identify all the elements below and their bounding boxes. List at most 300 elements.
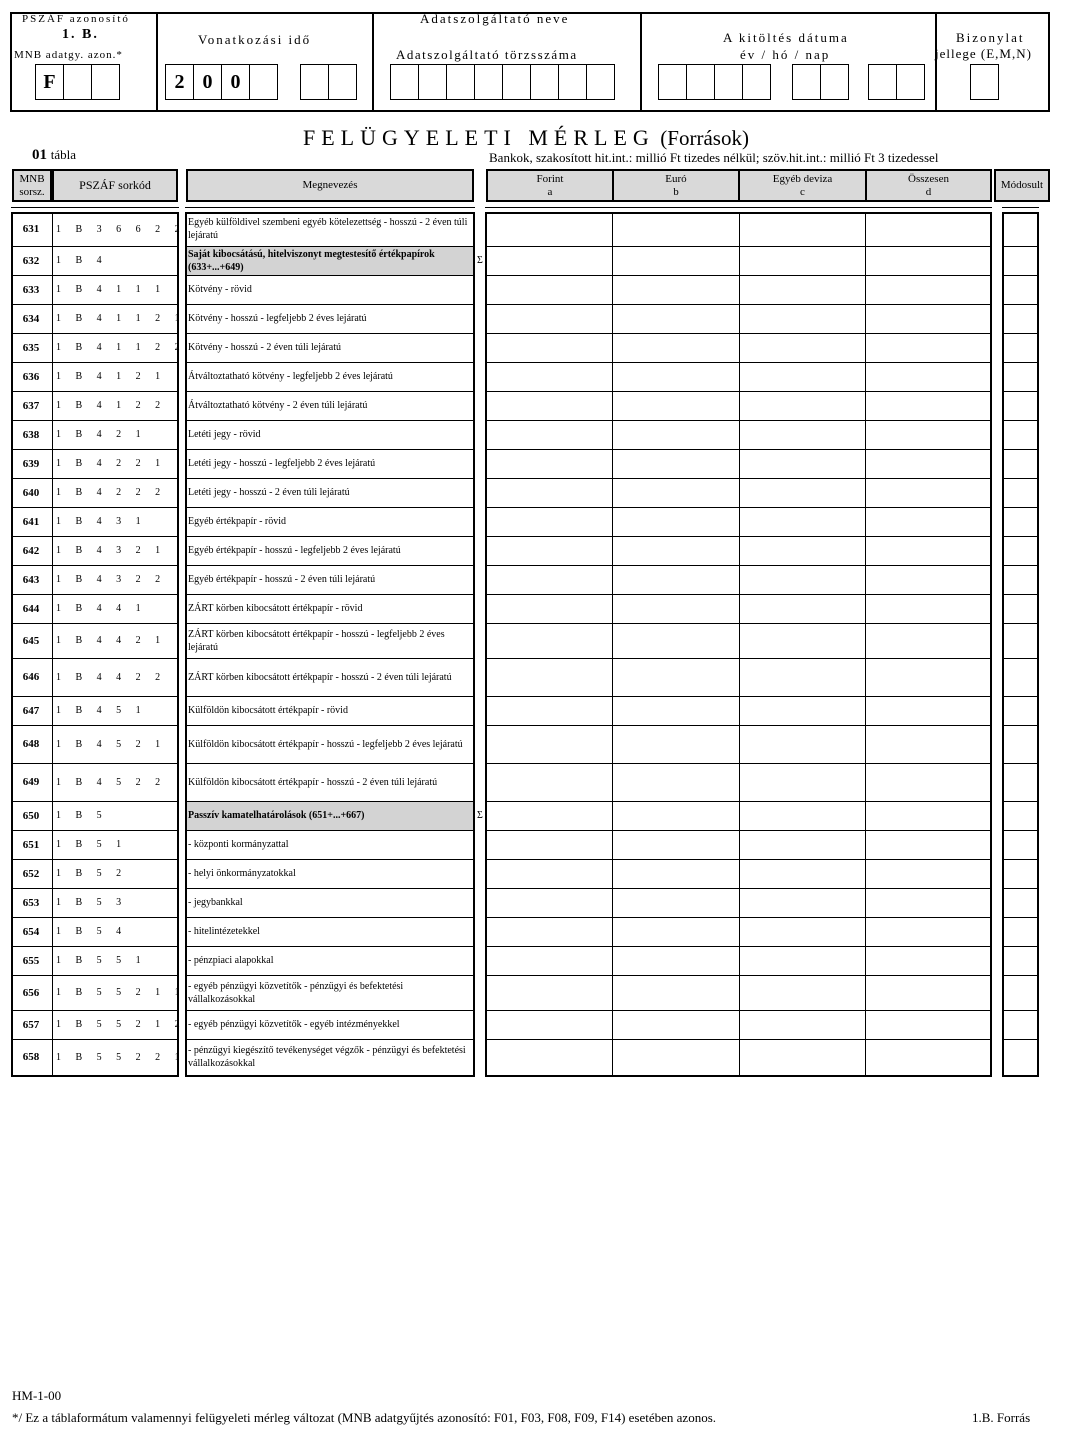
month-digit[interactable] (300, 64, 329, 100)
euro-cell[interactable] (614, 764, 738, 800)
forint-cell[interactable] (488, 363, 612, 390)
row-label: Egyéb értékpapír - hosszú - 2 éven túli lejáratú (188, 574, 376, 585)
row-label: - hitelintézetekkel (188, 926, 260, 937)
page-title (303, 125, 749, 151)
row-code: 1 B 4 3 2 1 (56, 545, 167, 556)
euro-cell[interactable] (614, 247, 738, 274)
date-digit[interactable] (868, 64, 897, 100)
row-number: 634 (22, 312, 40, 325)
modosult-cell[interactable] (1004, 659, 1036, 695)
egyeb-deviza-cell[interactable] (741, 213, 864, 245)
row-number: 652 (22, 867, 40, 880)
row-label: Egyéb külföldivel szembeni egyéb kötelezettség - hosszú - 2 éven túli lejáratú (188, 217, 468, 241)
row-number: 635 (22, 341, 40, 354)
osszesen-cell[interactable] (867, 213, 989, 245)
unit-note: Bankok, szakosított hit.int.: millió Ft tizedes nélkül; szöv.hit.int.: millió Ft 3 tizedessel (489, 150, 939, 165)
torzsszam-digit[interactable] (586, 64, 615, 100)
row-code: 1 B 4 2 1 (56, 429, 147, 440)
date-digit[interactable] (686, 64, 715, 100)
row-number: 632 (22, 254, 40, 267)
egyeb-deviza-cell[interactable] (741, 421, 864, 448)
egyeb-deviza-cell[interactable] (741, 334, 864, 361)
osszesen-cell[interactable] (867, 860, 989, 887)
modosult-cell[interactable] (1004, 392, 1036, 419)
year-digit: 2 (165, 64, 194, 100)
egyeb-deviza-cell[interactable] (741, 889, 864, 916)
row-label: Átváltoztatható kötvény - 2 éven túli lejáratú (188, 400, 368, 411)
table-grid-hline (1002, 1075, 1039, 1077)
row-number: 631 (22, 223, 40, 235)
year-digit: 0 (221, 64, 250, 100)
row-code: 1 B 5 4 (56, 926, 128, 937)
osszesen-cell[interactable] (867, 624, 989, 657)
row-label: Letéti jegy - rövid (188, 429, 261, 440)
euro-cell[interactable] (614, 1040, 738, 1074)
table-grid-hline (1002, 207, 1039, 208)
table-grid-hline (11, 207, 179, 208)
modosult-cell[interactable] (1004, 802, 1036, 829)
osszesen-cell[interactable] (867, 247, 989, 274)
osszesen-cell[interactable] (867, 595, 989, 622)
euro-cell[interactable] (614, 947, 738, 974)
modosult-cell[interactable] (1004, 421, 1036, 448)
year-cells[interactable] (165, 64, 277, 100)
title-sub: (Források) (660, 126, 749, 150)
row-code: 1 B 4 2 2 1 (56, 458, 167, 469)
col-euro-letter: b (673, 185, 679, 198)
vonatkozasi-label: Vonatkozási idő (198, 32, 312, 47)
row-label: - jegybankkal (188, 897, 243, 908)
osszesen-cell[interactable] (867, 1011, 989, 1038)
forint-cell[interactable] (488, 334, 612, 361)
table-num: 01 (32, 147, 47, 163)
row-code: 1 B 4 5 2 2 (56, 776, 167, 788)
torzsszam-digit[interactable] (446, 64, 475, 100)
row-code: 1 B 4 5 2 1 (56, 738, 167, 750)
row-label: Kötvény - hosszú - legfeljebb 2 éves lejáratú (188, 313, 367, 324)
footer-right: 1.B. Forrás (972, 1410, 1031, 1425)
row-label: Letéti jegy - hosszú - legfeljebb 2 éves lejáratú (188, 458, 376, 469)
row-number: 649 (22, 776, 40, 788)
kitoltes-label: A kitöltés dátuma (723, 30, 849, 45)
egyeb-deviza-cell[interactable] (741, 918, 864, 945)
torzsszam-digit[interactable] (502, 64, 531, 100)
col-megnevezes (186, 169, 474, 202)
euro-cell[interactable] (614, 659, 738, 695)
row-code: 1 B 4 2 2 2 (56, 487, 167, 498)
row-number: 650 (22, 809, 40, 822)
row-number: 648 (22, 738, 40, 750)
table-grid-hline (485, 207, 992, 208)
modosult-cell[interactable] (1004, 624, 1036, 657)
osszesen-cell[interactable] (867, 334, 989, 361)
row-label: - központi kormányzattal (188, 839, 289, 850)
year-digit: 0 (193, 64, 222, 100)
col-osszesen-letter: d (925, 185, 932, 198)
forint-cell[interactable] (488, 305, 612, 332)
table-grid-hline (185, 207, 475, 208)
mnb-id-cell[interactable] (63, 64, 92, 100)
date-digit[interactable] (742, 64, 771, 100)
modosult-cell[interactable] (1004, 976, 1036, 1009)
egyeb-deviza-cell[interactable] (741, 392, 864, 419)
euro-cell[interactable] (614, 831, 738, 858)
torzsszam-digit[interactable] (418, 64, 447, 100)
modosult-cell[interactable] (1004, 247, 1036, 274)
row-number: 640 (22, 486, 40, 499)
row-number: 647 (22, 704, 40, 717)
forint-cell[interactable] (488, 479, 612, 506)
egyeb-deviza-cell[interactable] (741, 764, 864, 800)
row-label: - egyéb pénzügyi közvetítők - egyéb intézményekkel (188, 1019, 400, 1030)
modosult-cell[interactable] (1004, 479, 1036, 506)
modosult-cell[interactable] (1004, 595, 1036, 622)
euro-cell[interactable] (614, 1011, 738, 1038)
row-label: Kötvény - hosszú - 2 éven túli lejáratú (188, 342, 342, 353)
forint-cell[interactable] (488, 860, 612, 887)
row-number: 657 (22, 1018, 40, 1031)
row-label: - pénzügyi kiegészítő tevékenységet végzők - pénzügyi és befektetési vállalkozásokkal (188, 1045, 466, 1069)
osszesen-cell[interactable] (867, 1040, 989, 1074)
euro-cell[interactable] (614, 697, 738, 724)
row-code: 1 B 5 5 2 1 1 (56, 987, 186, 998)
forint-cell[interactable] (488, 508, 612, 535)
row-label: Egyéb értékpapír - hosszú - legfeljebb 2 éves lejáratú (188, 545, 401, 556)
euro-cell[interactable] (614, 537, 738, 564)
adatszolg-name-label: Adatszolgáltató neve (420, 11, 570, 26)
euro-cell[interactable] (614, 566, 738, 593)
row-label: Külföldön kibocsátott értékpapír - hosszú - legfeljebb 2 éves lejáratú (188, 738, 463, 750)
col-euro (612, 169, 740, 202)
egyeb-deviza-cell[interactable] (741, 537, 864, 564)
modosult-cell[interactable] (1004, 1011, 1036, 1038)
row-number: 639 (22, 457, 40, 470)
euro-cell[interactable] (614, 363, 738, 390)
forint-cell[interactable] (488, 918, 612, 945)
forint-cell[interactable] (488, 624, 612, 657)
egyeb-deviza-cell[interactable] (741, 831, 864, 858)
row-number: 637 (22, 399, 40, 412)
row-code: 1 B 4 1 2 1 (56, 371, 167, 382)
forint-cell[interactable] (488, 213, 612, 245)
modosult-cell[interactable] (1004, 363, 1036, 390)
date-digit[interactable] (820, 64, 849, 100)
row-label: Egyéb értékpapír - rövid (188, 516, 287, 527)
col-egyeb-label: Egyéb deviza (772, 172, 833, 185)
mnb-label: MNB adatgy. azon.* (14, 49, 123, 61)
forint-cell[interactable] (488, 392, 612, 419)
osszesen-cell[interactable] (867, 764, 989, 800)
row-code: 1 B 5 5 2 1 2 (56, 1019, 186, 1030)
row-number: 643 (22, 573, 40, 586)
forint-cell[interactable] (488, 276, 612, 303)
torzsszam-digit[interactable] (390, 64, 419, 100)
row-code: 1 B 4 3 1 (56, 516, 147, 527)
kitoltes-sub: év / hó / nap (740, 47, 831, 62)
col-mnb-line1: MNB (19, 172, 45, 185)
euro-cell[interactable] (614, 624, 738, 657)
forint-cell[interactable] (488, 947, 612, 974)
egyeb-deviza-cell[interactable] (741, 508, 864, 535)
form-id: 1. B. (62, 27, 99, 42)
mnb-id-cell[interactable] (91, 64, 120, 100)
row-code: 1 B 5 1 (56, 839, 128, 850)
row-number: 655 (22, 954, 40, 967)
header-divider (372, 12, 374, 112)
table-grid-hline (185, 1075, 475, 1077)
forint-cell[interactable] (488, 889, 612, 916)
euro-cell[interactable] (614, 305, 738, 332)
egyeb-deviza-cell[interactable] (741, 1011, 864, 1038)
month-cells[interactable] (300, 64, 356, 100)
osszesen-cell[interactable] (867, 566, 989, 593)
row-number: 642 (22, 544, 40, 557)
forint-cell[interactable] (488, 1011, 612, 1038)
modosult-cell[interactable] (1004, 918, 1036, 945)
modosult-cell[interactable] (1004, 305, 1036, 332)
osszesen-cell[interactable] (867, 918, 989, 945)
row-code: 1 B 4 (56, 255, 108, 266)
modosult-cell[interactable] (1004, 889, 1036, 916)
row-label: Átváltoztatható kötvény - legfeljebb 2 éves lejáratú (188, 371, 393, 382)
euro-cell[interactable] (614, 479, 738, 506)
row-code: 1 B 4 5 1 (56, 705, 147, 716)
modosult-cell[interactable] (1004, 764, 1036, 800)
col-euro-label: Euró (665, 172, 687, 185)
row-label: ZÁRT körben kibocsátott értékpapír - hosszú - 2 éven túli lejáratú (188, 671, 452, 683)
row-number: 644 (22, 602, 40, 615)
torzsszam-digit[interactable] (530, 64, 559, 100)
footer-code: HM-1-00 (12, 1388, 62, 1403)
mnb-id-cell: F (35, 64, 64, 100)
title-main: FELÜGYELETI MÉRLEG (303, 125, 655, 150)
euro-cell[interactable] (614, 595, 738, 622)
forint-cell[interactable] (488, 764, 612, 800)
modosult-cell[interactable] (1004, 566, 1036, 593)
euro-cell[interactable] (614, 334, 738, 361)
osszesen-cell[interactable] (867, 508, 989, 535)
osszesen-cell[interactable] (867, 726, 989, 762)
forint-cell[interactable] (488, 537, 612, 564)
header-divider (935, 12, 937, 112)
osszesen-cell[interactable] (867, 659, 989, 695)
row-code: 1 B 4 4 2 2 (56, 671, 167, 683)
row-code: 1 B 4 1 2 2 (56, 400, 167, 411)
modosult-cell[interactable] (1004, 947, 1036, 974)
row-number: 658 (22, 1051, 40, 1063)
egyeb-deviza-cell[interactable] (741, 595, 864, 622)
osszesen-cell[interactable] (867, 363, 989, 390)
euro-cell[interactable] (614, 213, 738, 245)
modosult-cell[interactable] (1004, 450, 1036, 477)
row-label: - egyéb pénzügyi közvetítők - pénzügyi és befektetési vállalkozásokkal (188, 980, 404, 1005)
euro-cell[interactable] (614, 276, 738, 303)
forint-cell[interactable] (488, 450, 612, 477)
modosult-cell[interactable] (1004, 726, 1036, 762)
row-code: 1 B 5 2 (56, 868, 128, 879)
row-label: - pénzpiaci alapokkal (188, 955, 274, 966)
modosult-cell[interactable] (1004, 213, 1036, 245)
col-osszesen-label: Összesen (908, 172, 949, 185)
bizonylat-cell[interactable] (970, 64, 998, 100)
egyeb-deviza-cell[interactable] (741, 566, 864, 593)
col-forint-label: Forint (536, 172, 564, 185)
bizonylat-input[interactable] (970, 64, 999, 100)
row-code: 1 B 5 (56, 810, 108, 821)
header-divider (156, 12, 158, 112)
forint-cell[interactable] (488, 247, 612, 274)
bizonylat-sub: jellege (E,M,N) (935, 46, 1032, 61)
forint-cell[interactable] (488, 659, 612, 695)
torzsszam-digit[interactable] (474, 64, 503, 100)
egyeb-deviza-cell[interactable] (741, 363, 864, 390)
row-label: - helyi önkormányzatokkal (188, 868, 296, 879)
month-digit[interactable] (328, 64, 357, 100)
euro-cell[interactable] (614, 450, 738, 477)
table-word: tábla (50, 147, 77, 162)
egyeb-deviza-cell[interactable] (741, 450, 864, 477)
forint-cell[interactable] (488, 566, 612, 593)
egyeb-deviza-cell[interactable] (741, 947, 864, 974)
egyeb-deviza-cell[interactable] (741, 860, 864, 887)
row-label: Külföldön kibocsátott értékpapír - hosszú - 2 éven túli lejáratú (188, 776, 438, 788)
row-label: Saját kibocsátású, hitelviszonyt megtestesítő értékpapírok (633+...+649) (188, 248, 435, 273)
euro-cell[interactable] (614, 860, 738, 887)
osszesen-cell[interactable] (867, 450, 989, 477)
torzsszam-cells[interactable] (390, 64, 614, 100)
modosult-cell[interactable] (1004, 276, 1036, 303)
modosult-cell[interactable] (1004, 831, 1036, 858)
forint-cell[interactable] (488, 421, 612, 448)
modosult-cell[interactable] (1004, 860, 1036, 887)
egyeb-deviza-cell[interactable] (741, 659, 864, 695)
forint-cell[interactable] (488, 726, 612, 762)
col-osszesen (865, 169, 992, 202)
egyeb-deviza-cell[interactable] (741, 247, 864, 274)
egyeb-deviza-cell[interactable] (741, 479, 864, 506)
euro-cell[interactable] (614, 802, 738, 829)
row-number: 638 (22, 428, 40, 441)
egyeb-deviza-cell[interactable] (741, 697, 864, 724)
pszaf-label: PSZÁF azonosító (22, 13, 130, 25)
egyeb-deviza-cell[interactable] (741, 624, 864, 657)
row-code: 1 B 3 6 6 2 2 (56, 223, 186, 235)
osszesen-cell[interactable] (867, 947, 989, 974)
egyeb-deviza-cell[interactable] (741, 305, 864, 332)
row-number: 651 (22, 838, 40, 851)
date-day-cells[interactable] (868, 64, 924, 100)
row-code: 1 B 4 1 1 2 1 (56, 313, 186, 324)
mnb-id-cells[interactable] (35, 64, 119, 100)
row-label: Külföldön kibocsátott értékpapír - rövid (188, 705, 348, 716)
forint-cell[interactable] (488, 1040, 612, 1074)
date-digit[interactable] (714, 64, 743, 100)
osszesen-cell[interactable] (867, 305, 989, 332)
date-month-cells[interactable] (792, 64, 848, 100)
modosult-cell[interactable] (1004, 334, 1036, 361)
euro-cell[interactable] (614, 726, 738, 762)
egyeb-deviza-cell[interactable] (741, 976, 864, 1009)
euro-cell[interactable] (614, 421, 738, 448)
row-number: 636 (22, 370, 40, 383)
row-number: 653 (22, 896, 40, 909)
col-megnevezes-label: Megnevezés (302, 179, 358, 191)
col-forint-letter: a (547, 185, 553, 198)
table-grid-hline (11, 1075, 179, 1077)
row-label: ZÁRT körben kibocsátott értékpapír - rövid (188, 603, 363, 614)
date-digit[interactable] (896, 64, 925, 100)
sum-symbol: Σ (477, 255, 483, 266)
row-number: 645 (22, 634, 40, 647)
date-digit[interactable] (792, 64, 821, 100)
row-number: 641 (22, 515, 40, 528)
osszesen-cell[interactable] (867, 479, 989, 506)
row-code: 1 B 5 5 2 2 1 (56, 1051, 186, 1063)
col-modosult (994, 169, 1050, 202)
row-code: 1 B 4 1 1 1 (56, 284, 167, 295)
modosult-cell[interactable] (1004, 537, 1036, 564)
year-digit[interactable] (249, 64, 278, 100)
euro-cell[interactable] (614, 508, 738, 535)
torzsszam-digit[interactable] (558, 64, 587, 100)
forint-cell[interactable] (488, 976, 612, 1009)
col-forint (486, 169, 614, 202)
modosult-cell[interactable] (1004, 508, 1036, 535)
osszesen-cell[interactable] (867, 276, 989, 303)
row-number: 633 (22, 283, 40, 296)
egyeb-deviza-cell[interactable] (741, 1040, 864, 1074)
col-egyeb (738, 169, 867, 202)
row-label: Passzív kamatelhatárolások (651+...+667) (188, 810, 365, 821)
modosult-cell[interactable] (1004, 697, 1036, 724)
egyeb-deviza-cell[interactable] (741, 276, 864, 303)
osszesen-cell[interactable] (867, 697, 989, 724)
row-label: Kötvény - rövid (188, 284, 252, 295)
row-label: Letéti jegy - hosszú - 2 éven túli lejáratú (188, 487, 350, 498)
euro-cell[interactable] (614, 976, 738, 1009)
table-grid-hline (485, 1075, 992, 1077)
forint-cell[interactable] (488, 831, 612, 858)
date-digit[interactable] (658, 64, 687, 100)
osszesen-cell[interactable] (867, 976, 989, 1009)
osszesen-cell[interactable] (867, 537, 989, 564)
osszesen-cell[interactable] (867, 831, 989, 858)
forint-cell[interactable] (488, 595, 612, 622)
modosult-cell[interactable] (1004, 1040, 1036, 1074)
row-label: ZÁRT körben kibocsátott értékpapír - hosszú - legfeljebb 2 éves lejáratú (188, 628, 445, 653)
euro-cell[interactable] (614, 889, 738, 916)
forint-cell[interactable] (488, 802, 612, 829)
col-mnb (12, 169, 52, 202)
osszesen-cell[interactable] (867, 889, 989, 916)
osszesen-cell[interactable] (867, 392, 989, 419)
row-number: 654 (22, 925, 40, 938)
egyeb-deviza-cell[interactable] (741, 726, 864, 762)
row-code: 1 B 5 5 1 (56, 955, 147, 966)
bizonylat-label: Bizonylat (956, 30, 1025, 45)
egyeb-deviza-cell[interactable] (741, 802, 864, 829)
osszesen-cell[interactable] (867, 421, 989, 448)
col-pszaf (52, 169, 178, 202)
sum-symbol: Σ (477, 810, 483, 821)
euro-cell[interactable] (614, 392, 738, 419)
date-year-cells[interactable] (658, 64, 770, 100)
euro-cell[interactable] (614, 918, 738, 945)
col-pszaf-label: PSZÁF sorkód (79, 178, 151, 192)
osszesen-cell[interactable] (867, 802, 989, 829)
row-code: 1 B 5 3 (56, 897, 128, 908)
forint-cell[interactable] (488, 697, 612, 724)
